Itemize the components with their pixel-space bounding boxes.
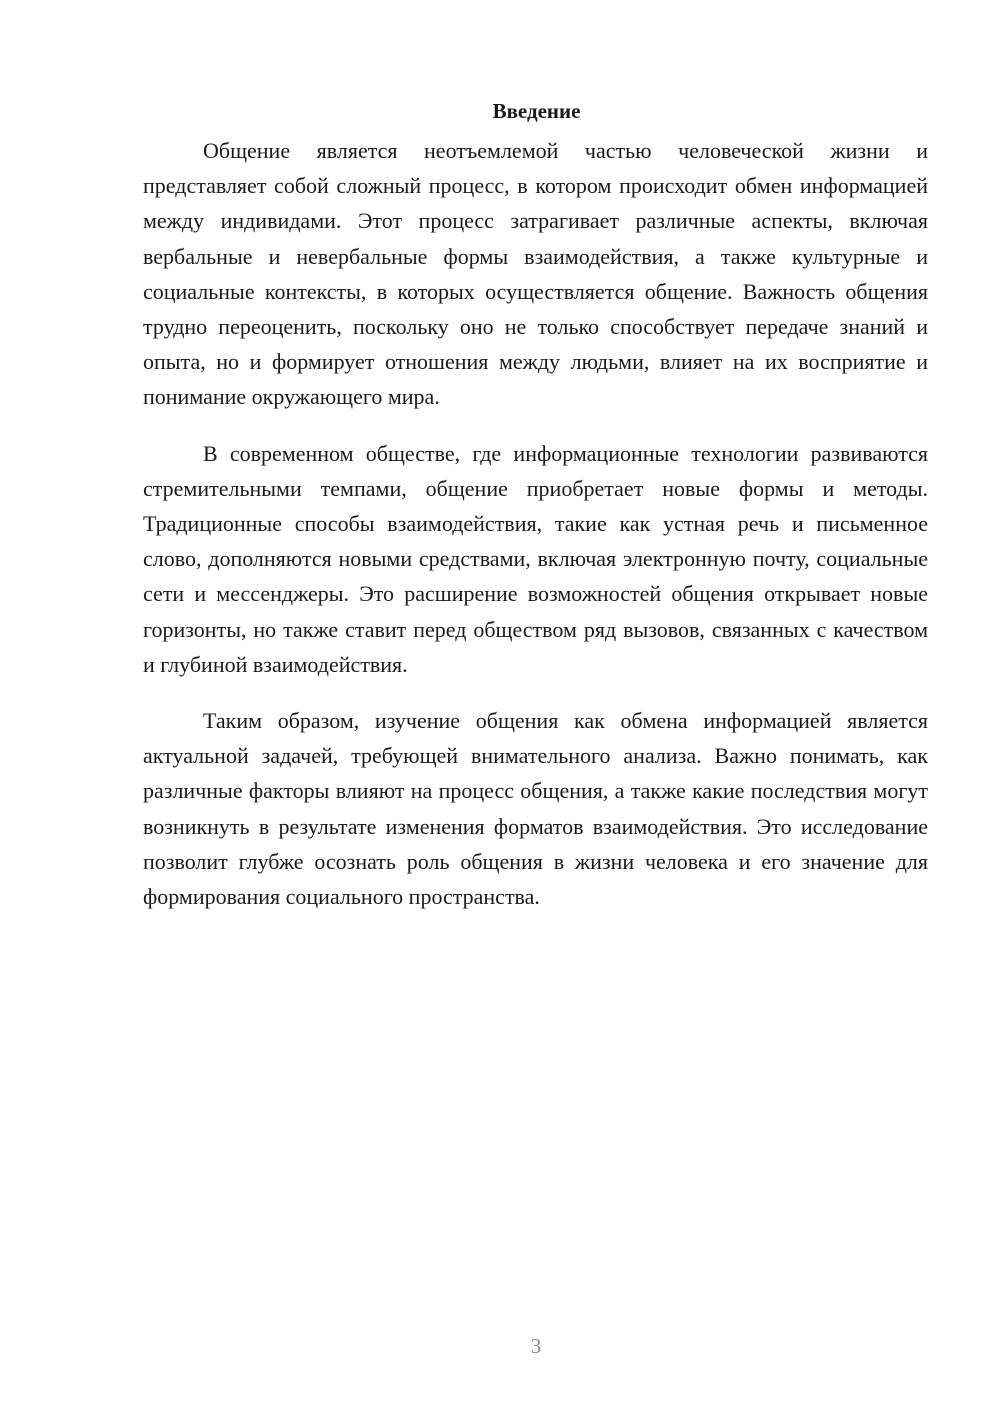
paragraph-3: Таким образом, изучение общения как обмена информацией является актуальной задачей, требующей внимательного анализа. Важно понимать, как различные факторы влияют на процесс общения, а также какие последствия могут возникнуть в результате изменения форматов взаимодействия. Это исследование позволит глубже осознать роль общения в жизни человека и его значение для формирования социального пространства. — [143, 708, 928, 910]
paragraph-2: В современном обществе, где информационные технологии развиваются стремительными темпами, общение приобретает новые формы и методы. Традиционные способы взаимодействия, такие как устная речь и письменное слово, дополняются новыми средствами, включая электронную почту, социальные сети и мессенджеры. Это расширение возможностей общения открывает новые горизонты, но также ставит перед обществом ряд вызовов, связанных с качеством и глубиной взаимодействия. — [143, 440, 928, 677]
page-number: 3 — [530, 1334, 542, 1358]
section-title: Введение — [492, 99, 581, 123]
paragraph-1: Общение является неотъемлемой частью человеческой жизни и представляет собой сложный процесс, в котором происходит обмен информацией между индивидами. Этот процесс затрагивает различные аспекты, включая вербальные и невербальные формы взаимодействия, а также культурные и социальные контексты, в которых осуществляется общение. Важность общения трудно переоценить, поскольку оно не только способствует передаче знаний и опыта, но и формирует отношения между людьми, влияет на их восприятие и понимание окружающего мира. — [143, 138, 928, 410]
document-page — [143, 94, 928, 914]
